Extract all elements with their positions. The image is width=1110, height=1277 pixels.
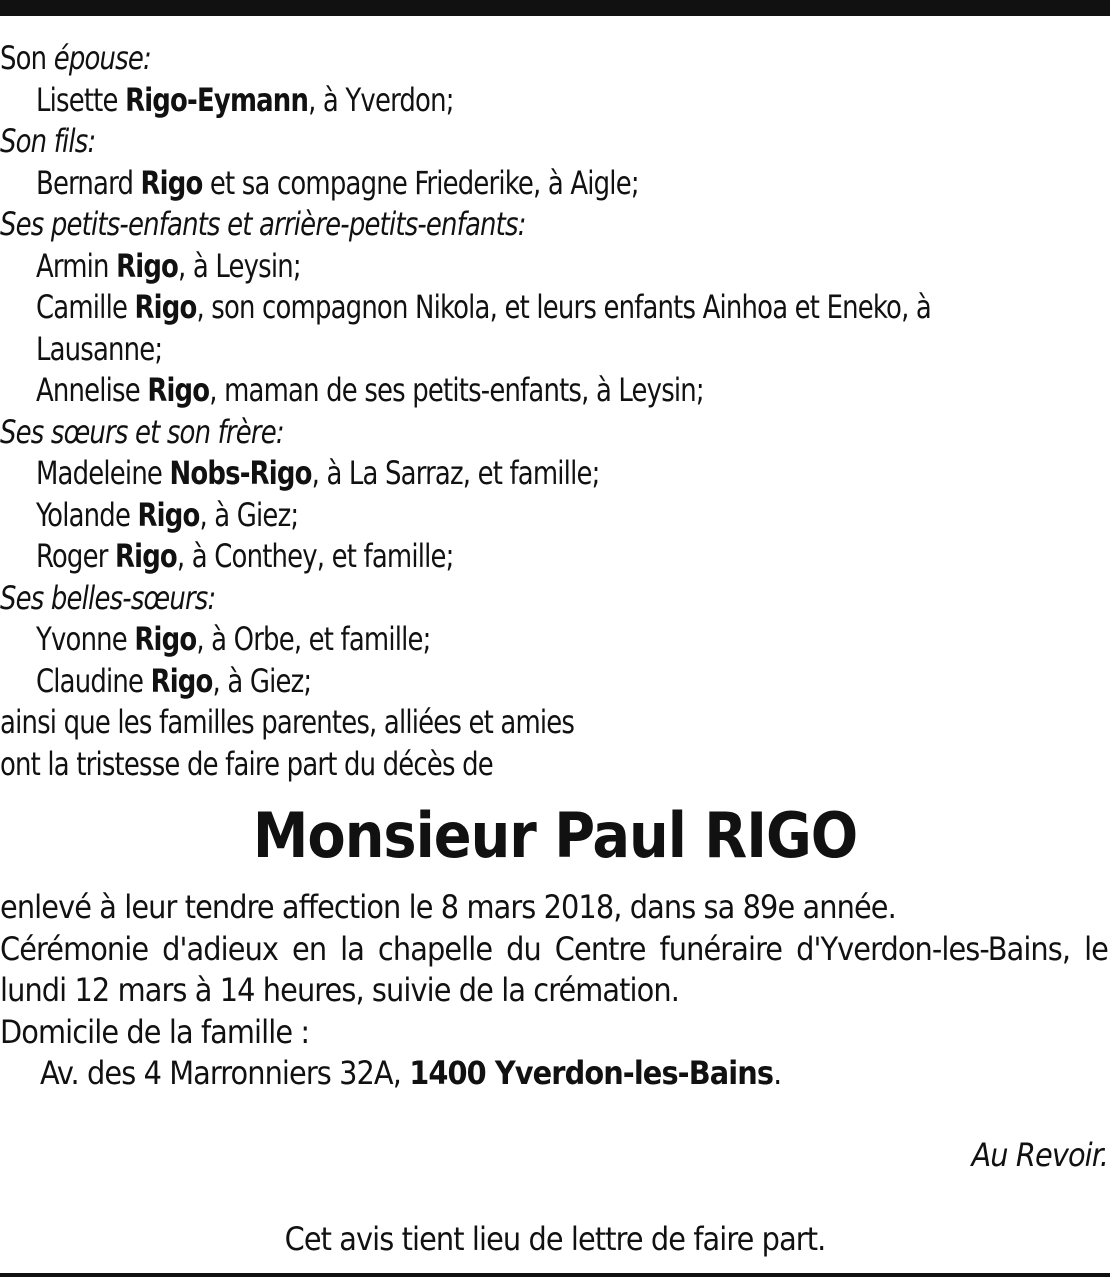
grandchild-entry: Camille Rigo, son compagnon Nikola, et leurs enfants Ainhoa et Eneko, à Lausanne; [36,288,931,368]
address-city: 1400 Yverdon-les-Bains [409,1054,774,1092]
surname: Rigo [134,288,197,326]
deceased-name: Monsieur Paul RIGO [252,799,858,872]
family-address: Av. des 4 Marronniers 32A, 1400 Yverdon-les-Bains. [40,1054,782,1092]
surname: Rigo [137,495,200,534]
son-label: Son fils: [0,122,96,160]
son-entry: Bernard Rigo et sa compagne Friederike, à Aigle; [36,163,639,202]
sibling-entry: Roger Rigo, à Conthey, et famille; [36,537,454,575]
domicile-label: Domicile de la famille : [0,1012,310,1051]
grandchild-entry: Annelise Rigo, maman de ses petits-enfants, à Leysin; [36,371,704,409]
family-list [0,38,997,785]
sisters-in-law-label: Ses belles-sœurs: [0,578,216,617]
surname: Rigo [134,620,197,658]
grandchild-entry: Armin Rigo, à Leysin; [36,246,301,285]
ceremony-line: Cérémonie d'adieux en la chapelle du Centre funéraire d'Yverdon-les-Bains, le lundi 12 mars à 14 heures, suivie de la crémation. [0,929,1108,1009]
relatives-line: ainsi que les familles parentes, alliées et amies [0,703,575,741]
bottom-border-rule [0,1273,1110,1277]
footer-note: Cet avis tient lieu de lettre de faire part. [284,1220,826,1258]
spouse-entry: Lisette Rigo-Eymann, à Yverdon; [36,80,454,119]
farewell: Au Revoir. [971,1136,1108,1174]
surname: Rigo [116,246,179,285]
siblings-label: Ses sœurs et son frère: [0,412,284,451]
spouse-label: Son épouse: [0,39,151,77]
surname: Rigo [147,371,210,409]
surname: Rigo [150,661,213,700]
sister-in-law-entry: Yvonne Rigo, à Orbe, et famille; [36,620,431,658]
sibling-entry: Yolande Rigo, à Giez; [36,495,299,534]
top-border-rule [0,0,1110,16]
funeral-details [0,887,1108,1095]
grandchildren-label: Ses petits-enfants et arrière-petits-enfants: [0,205,526,243]
surname: Rigo-Eymann [125,80,309,119]
sibling-entry: Madeleine Nobs-Rigo, à La Sarraz, et famille; [36,454,600,492]
sister-in-law-entry: Claudine Rigo, à Giez; [36,661,312,700]
death-line: enlevé à leur tendre affection le 8 mars 2018, dans sa 89e année. [0,888,896,926]
announcement-line: ont la tristesse de faire part du décès de [0,744,493,783]
surname: Nobs-Rigo [169,454,312,492]
surname: Rigo [140,163,203,202]
surname: Rigo [114,537,177,575]
